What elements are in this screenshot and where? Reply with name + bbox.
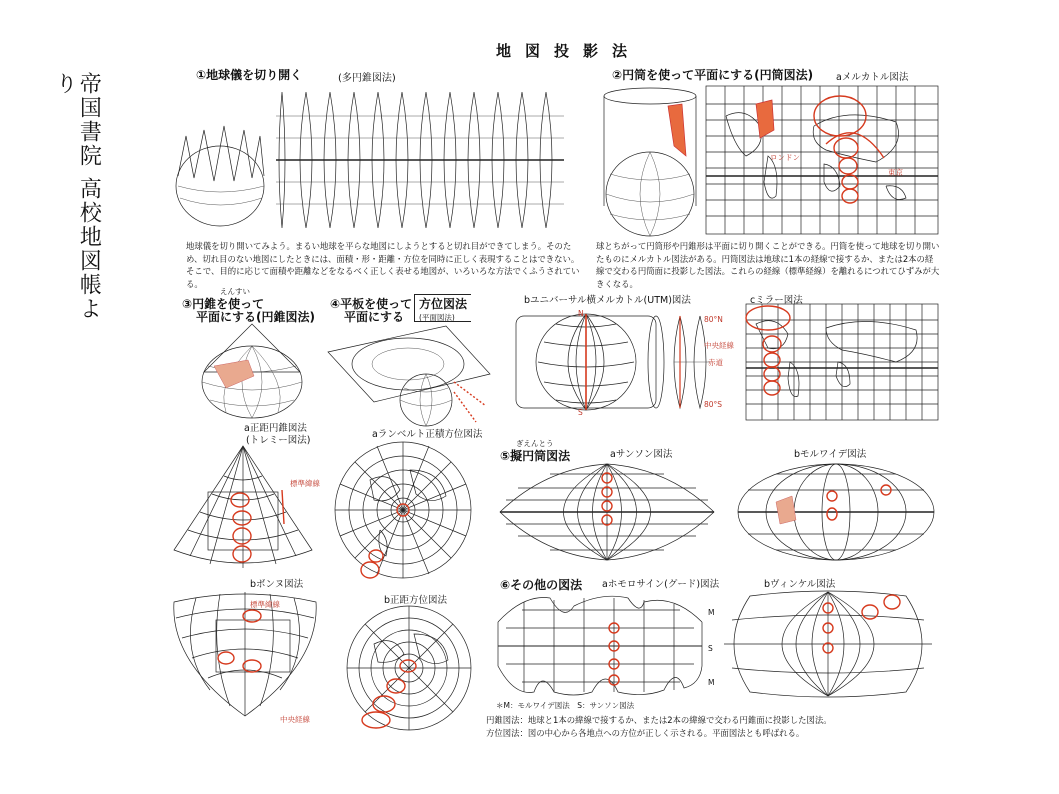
lambert-label: aランベルト正積方位図法 [372, 429, 483, 440]
section3-ruby: えんすい [220, 287, 250, 296]
utm-n-label: N [578, 309, 584, 318]
projection-legend: ＊M：モルワイデ図法 S：サンソン図法 [496, 701, 635, 710]
globe-gores-figure [172, 86, 572, 236]
winkel-label: bヴィンケル図法 [764, 579, 836, 590]
utm-s-label: S [578, 408, 583, 417]
utm-label: bユニバーサル横メルカトル(UTM)図法 [524, 295, 691, 306]
mercator-map [706, 86, 938, 234]
mollweide-map [736, 462, 936, 562]
section4-heading-line2: 平面にする [344, 310, 405, 324]
bonne-center-meridian: 中央経線 [280, 715, 310, 724]
standard-parallel-label: 標準緯線 [290, 479, 320, 488]
mercator-label: aメルカトル図法 [836, 72, 909, 83]
miller-map [746, 304, 938, 420]
section3-heading-line1: ③円錐を使って [182, 297, 265, 311]
section5-heading: ⑤擬円筒図法 [500, 449, 571, 463]
azimuthal-bracket-line1: 方位図法 [419, 297, 468, 311]
goode-s-label: S [708, 644, 713, 653]
section2-heading: ②円筒を使って平面にする(円筒図法) [612, 68, 814, 82]
goode-m2-label: M [708, 678, 715, 687]
utm-equator-label: 赤道 [708, 358, 723, 367]
cone-projection-figure [196, 322, 308, 420]
cylinder-projection-figure [600, 86, 704, 246]
section3-heading-line2: 平面にする(円錐図法) [196, 310, 315, 324]
london-label: ロンドン [770, 153, 800, 162]
equidistant-conic-map [170, 444, 316, 570]
equidistant-conic-sub: (トレミー図法) [246, 435, 311, 446]
goode-m1-label: M [708, 608, 715, 617]
azimuthal-bracket-line2: (平面図法) [419, 313, 455, 322]
definition-conic: 円錐図法：地球と1本の緯線で接するか、または2本の緯線で交わる円錐面に投影した図法。 [486, 715, 832, 725]
tokyo-label: 東京 [888, 168, 903, 177]
bonne-label: bボンヌ図法 [250, 579, 304, 590]
plane-projection-figure [326, 322, 492, 428]
goode-label: aホモロサイン(グード)図法 [602, 579, 720, 590]
bonne-map [170, 592, 320, 718]
section1-heading: ①地球儀を切り開く [196, 68, 303, 82]
utm-figure [514, 306, 734, 418]
page-title: 地図投影法 [496, 42, 642, 60]
definitions [486, 714, 946, 739]
sanson-map [498, 462, 716, 562]
equidistant-conic-label: a正距円錐図法 [244, 423, 307, 434]
miller-label: cミラー図法 [750, 295, 803, 306]
utm-80s-label: 80°S [704, 400, 723, 409]
section1-subheading: (多円錐図法) [338, 73, 396, 84]
utm-center-meridian-label: 中央経線 [704, 341, 734, 350]
goode-homolosine-map [494, 592, 706, 698]
section1-text: 地球儀を切り開いてみよう。まるい地球を平らな地図にしようとすると切れ目ができてしまう。そのため、切れ目のない地図にしたときには、面積・形・距離・方位を同時に正しく表現することはできない。そこで、目的に応じて面積や距離などをなるべく正しく表せる地図が、いろいろな方法でくふうされている。 [186, 241, 580, 289]
azimuthal-equidistant-label: b正距方位図法 [384, 595, 448, 606]
winkel-tripel-map [720, 590, 936, 698]
bonne-standard-parallel: 標準緯線 [250, 600, 280, 609]
lambert-azimuthal-map [330, 440, 476, 580]
side-title: 帝国書院 高校地図帳より [52, 72, 102, 321]
utm-80n-label: 80°N [704, 315, 723, 324]
mollweide-label: bモルワイデ図法 [794, 449, 867, 460]
azimuthal-bracket [414, 294, 471, 322]
azimuthal-equidistant-map [344, 604, 474, 732]
sanson-label: aサンソン図法 [610, 449, 673, 460]
section2-text: 球とちがって円筒形や円錐形は平面に切り開くことができる。円筒を使って地球を切り開いたものにメルカトル図法がある。円筒図法は地球に1本の経線で接するか、または2本の経線で交わる円筒面に投影した図法。これらの経線（標準経線）を離れるにつれてひずみが大きくなる。 [596, 241, 940, 289]
section6-heading: ⑥その他の図法 [500, 578, 583, 592]
section5-ruby: ぎえんとう [516, 439, 554, 448]
definition-azimuthal: 方位図法：図の中心から各地点への方位が正しく示される。平面図法とも呼ばれる。 [486, 727, 805, 738]
section4-heading-line1: ④平板を使って [330, 297, 413, 311]
